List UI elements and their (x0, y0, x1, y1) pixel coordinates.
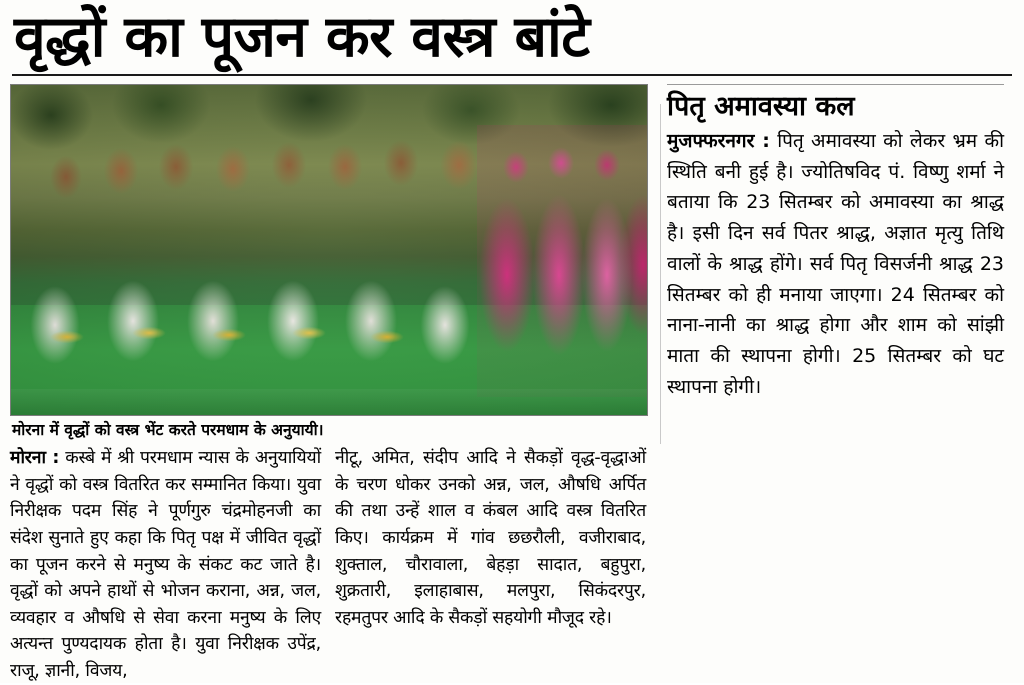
photo-vignette (11, 85, 647, 415)
story-column-2 (335, 445, 646, 684)
photo-caption: मोरना में वृद्धों को वस्त्र भेंट करते परमधाम के अनुयायी। (12, 420, 324, 439)
column-divider (660, 104, 661, 444)
sidebar-top-divider (667, 84, 1004, 85)
article-dateline: मोरना : (10, 448, 60, 469)
sidebar-column (655, 84, 1004, 403)
content-area (10, 84, 1014, 685)
sidebar-dateline: मुजफ्फरनगर : (667, 129, 770, 152)
sidebar-text: पितृ अमावस्या को लेकर भ्रम की स्थिति बनी हुई है। ज्योतिषविद पं. विष्णु शर्मा ने बताया कि 23 सितम्बर को अमावस्या का श्राद्ध है। इसी दिन सर्व पितर श्राद्ध, अज्ञात मृत्यु तिथि वालों के श्राद्ध होंगे। सर्व पितृ विसर्जनी श्राद्ध 23 सितम्बर को ही मनाया जाएगा। 24 सितम्बर को नाना-नानी का श्राद्ध होगा और शाम को सांझी माता की स्थापना होगी। 25 सितम्बर को घट स्थापना होगी। (667, 129, 1004, 399)
story-paragraph-2: नीटू, अमित, संदीप आदि ने सैकड़ों वृद्ध-वृद्धाओं के चरण धोकर उनको अन्न, जल, औषधि अर्पित की तथा उन्हें शाल व कंबल आदि वस्त्र वितरित किए। कार्यक्रम में गांव छछरौली, वजीराबाद, शुक्ताल, चौरावाला, बेहड़ा सादात, बहुपुरा, शुक्रतारी, इलाहाबास, मलपुरा, सिकंदरपुर, रहमतुपर आदि के सैकड़ों सहयोगी मौजूद रहे। (335, 448, 646, 628)
photo-image (11, 85, 647, 415)
page-title: वृद्धों का पूजन कर वस्त्र बांटे (14, 4, 590, 70)
story-column-1 (10, 445, 321, 684)
article-photo (10, 84, 648, 416)
headline-divider (12, 74, 1012, 76)
article-text-1: कस्बे में श्री परमधाम न्यास के अनुयायियों ने वृद्धों को वस्त्र वितरित कर सम्मानित किया। युवा निरीक्षक पदम सिंह ने पूर्णगुरु चंद्रमोहनजी का संदेश सुनाते हुए कहा कि पितृ पक्ष में जीवित वृद्धों का पूजन करने से मनुष्य के संकट कट जाते है। वृद्धों को अपने हाथों से भोजन कराना, अन्न, जल, व्यवहार व औषधि से सेवा करना मनुष्य के लिए अत्यन्त पुण्यदायक होता है। युवा निरीक्षक उपेंद्र, राजू, ज्ञानी, विजय, (10, 448, 321, 681)
story-paragraph-1 (10, 445, 321, 684)
sidebar-title: पितृ अमावस्या कल (667, 90, 855, 122)
sidebar-body (667, 126, 1004, 403)
story-columns (10, 443, 655, 684)
left-column (10, 84, 655, 685)
